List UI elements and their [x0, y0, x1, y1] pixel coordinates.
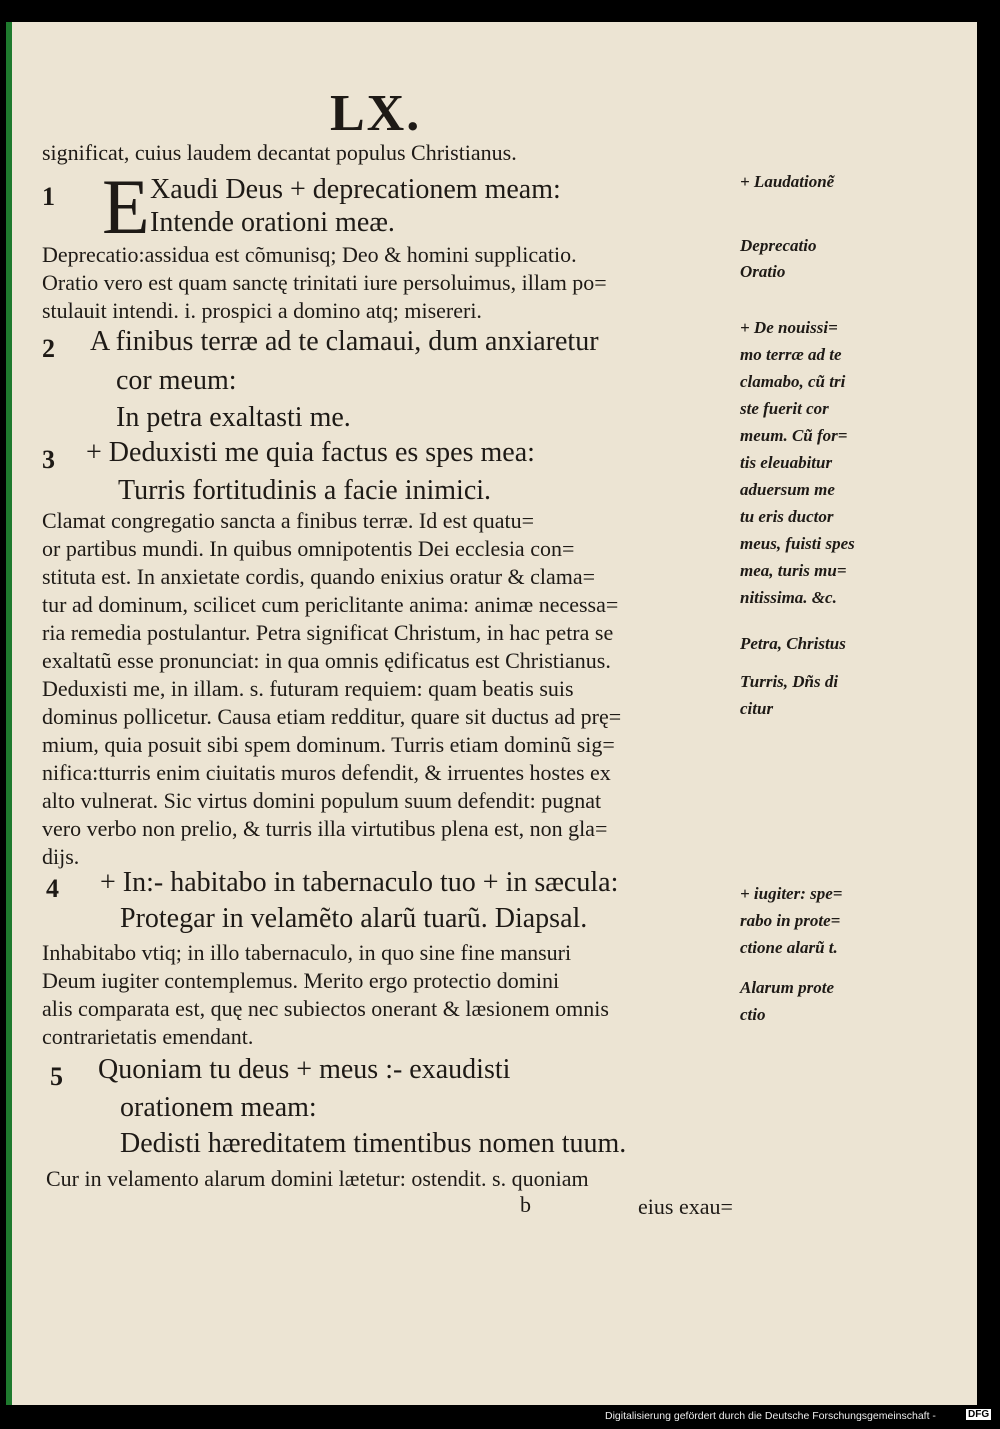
- margin-note: ctio: [740, 1005, 766, 1024]
- margin-note: mea, turis mu=: [740, 561, 847, 580]
- folio-heading: LX.: [330, 85, 422, 142]
- margin-note: clamabo, cũ tri: [740, 372, 846, 391]
- margin-note: tis eleuabitur: [740, 453, 833, 472]
- text-line: significat, cuius laudem decantat populus Christianus.: [42, 140, 517, 165]
- margin-note: Deprecatio: [740, 236, 817, 255]
- commentary-line: stulauit intendi. i. prospici a domino atq; misereri.: [42, 298, 482, 323]
- commentary-line: Deprecatio:assidua est cõmunisq; Deo & homini supplicatio.: [42, 242, 577, 267]
- margin-note: Petra, Christus: [740, 634, 846, 653]
- psalm-line: cor meum:: [116, 365, 237, 396]
- commentary-line: ria remedia postulantur. Petra significat Christum, in hac petra se: [42, 620, 614, 645]
- psalm-line: Protegar in velamẽto alarũ tuarũ. Diapsal.: [120, 903, 588, 934]
- verse-number: 3: [42, 445, 55, 474]
- commentary-line: Clamat congregatio sancta a finibus terræ. Id est quatu=: [42, 508, 534, 533]
- margin-note: meum. Cũ for=: [740, 426, 848, 445]
- digitization-credit: Digitalisierung gefördert durch die Deutsche Forschungsgemeinschaft -: [605, 1410, 936, 1422]
- psalm-line: Turris fortitudinis a facie inimici.: [118, 475, 492, 506]
- commentary-line: tur ad dominum, scilicet cum periclitante anima: animæ necessa=: [42, 592, 619, 617]
- commentary-line: alis comparata est, quę nec subiectos onerant & læsionem omnis: [42, 996, 609, 1021]
- psalm-line: orationem meam:: [120, 1092, 317, 1123]
- margin-note: Turris, Dñs di: [740, 672, 839, 691]
- psalm-line: Xaudi Deus + deprecationem meam:: [150, 174, 561, 205]
- commentary-line: dominus pollicetur. Causa etiam redditur, quare sit ductus ad prę=: [42, 704, 622, 729]
- commentary-line: mium, quia posuit sibi spem dominum. Turris etiam dominũ sig=: [42, 732, 615, 757]
- margin-note: aduersum me: [740, 480, 835, 499]
- margin-note: nitissima. &c.: [740, 588, 837, 607]
- commentary-line: Oratio vero est quam sanctę trinitati iure persoluimus, illam po=: [42, 270, 607, 295]
- verse-number: 4: [46, 874, 59, 903]
- margin-note: tu eris ductor: [740, 507, 834, 526]
- margin-note: Alarum prote: [740, 978, 834, 997]
- catchword: eius exau=: [638, 1194, 733, 1219]
- psalm-line: Dedisti hæreditatem timentibus nomen tuum.: [120, 1128, 627, 1159]
- margin-note: mo terræ ad te: [740, 345, 842, 364]
- signature-mark: b: [520, 1192, 531, 1217]
- psalm-line: + Deduxisti me quia factus es spes mea:: [86, 437, 535, 468]
- margin-note: + iugiter: spe=: [740, 884, 843, 903]
- commentary-line: nifica:tturris enim ciuitatis muros defendit, & irruentes hostes ex: [42, 760, 611, 785]
- commentary-line: alto vulnerat. Sic virtus domini populum suum defendit: pugnat: [42, 788, 602, 813]
- margin-note: ste fuerit cor: [740, 399, 829, 418]
- margin-note: rabo in prote=: [740, 911, 841, 930]
- verse-number: 1: [42, 182, 55, 211]
- commentary-line: Deum iugiter contemplemus. Merito ergo protectio domini: [42, 968, 560, 993]
- page-spine: [6, 22, 12, 1405]
- verse-number: 5: [50, 1062, 63, 1091]
- commentary-line: contrarietatis emendant.: [42, 1024, 254, 1049]
- psalm-line: Quoniam tu deus + meus :- exaudisti: [98, 1054, 511, 1085]
- margin-note: meus, fuisti spes: [740, 534, 855, 553]
- margin-note: + Laudationẽ: [740, 172, 835, 191]
- commentary-line: Inhabitabo vtiq; in illo tabernaculo, in quo sine fine mansuri: [42, 940, 572, 965]
- margin-note: Oratio: [740, 262, 786, 281]
- verse-number: 2: [42, 334, 55, 363]
- commentary-line: dijs.: [42, 844, 80, 869]
- commentary-line: or partibus mundi. In quibus omnipotentis Dei ecclesia con=: [42, 536, 575, 561]
- commentary-line: exaltatũ esse pronunciat: in qua omnis ędificatus est Christianus.: [42, 648, 611, 673]
- dfg-logo: DFG: [968, 1409, 990, 1420]
- commentary-line: Cur in velamento alarum domini lætetur: ostendit. s. quoniam: [46, 1166, 589, 1191]
- drop-initial-e: E: [102, 163, 150, 250]
- margin-note: + De nouissi=: [740, 318, 838, 337]
- commentary-line: vero verbo non prelio, & turris illa virtutibus plena est, non gla=: [42, 816, 608, 841]
- psalm-line: Intende orationi meæ.: [150, 207, 395, 238]
- commentary-line: stituta est. In anxietate cordis, quando enixius oratur & clama=: [42, 564, 596, 589]
- psalm-line: + In:- habitabo in tabernaculo tuo + in sæcula:: [100, 867, 619, 898]
- margin-note: citur: [740, 699, 774, 718]
- commentary-line: Deduxisti me, in illam. s. futuram requiem: quam beatis suis: [42, 676, 574, 701]
- book-page: [6, 22, 977, 1405]
- margin-note: ctione alarũ t.: [740, 938, 838, 957]
- psalm-line: In petra exaltasti me.: [116, 402, 351, 433]
- psalm-line: A finibus terræ ad te clamaui, dum anxiaretur: [90, 326, 599, 357]
